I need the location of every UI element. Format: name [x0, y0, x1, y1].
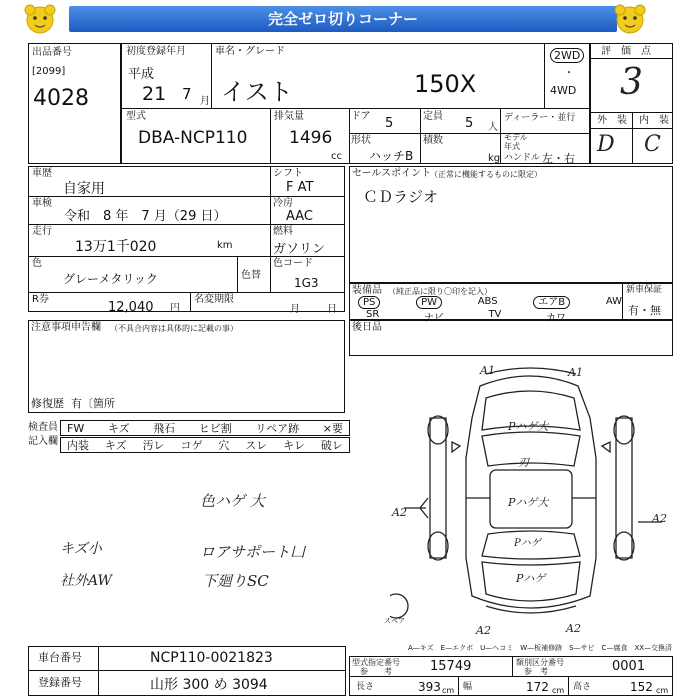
check-interior: 内装 — [67, 439, 89, 452]
car-grade: 150X — [414, 70, 477, 98]
repair-value: 有〔箇所 — [71, 397, 115, 410]
shift: F AT — [286, 180, 314, 195]
check-repair: リペア跡 — [255, 422, 300, 435]
notes-label: 注意事項申告欄 — [31, 322, 101, 333]
displacement: 1496 — [289, 128, 333, 148]
shift-label: シフト — [273, 168, 303, 179]
mascot-right-icon — [610, 2, 650, 38]
sales-point: ＣＤラジオ — [363, 188, 439, 206]
inspection: 令和 8 年 7 月（29 日） — [64, 209, 227, 224]
reg-label: 初度登録年月 — [126, 46, 186, 57]
load-unit: kg — [488, 153, 501, 164]
check-int-dirt: 汚レ — [142, 439, 165, 452]
equip-ps: PS — [358, 296, 380, 309]
lot-sub: [2099] — [32, 66, 66, 77]
ac-label: 冷房 — [273, 198, 293, 209]
note-scratch: キズ小 — [60, 541, 102, 557]
body-label: 形状 — [351, 135, 371, 146]
color-change-label: 色替 — [241, 270, 261, 281]
type-no: 15749 — [430, 659, 472, 674]
drive-2wd: 2WD — [550, 48, 584, 63]
capacity-unit: 人 — [488, 122, 498, 133]
class-sub: 参 考 — [524, 667, 548, 676]
lot-label: 出品番号 — [32, 47, 72, 58]
sales-box — [349, 166, 673, 283]
height: 152 — [630, 680, 653, 694]
note-lower-support: ロアサポート凵 — [200, 543, 306, 561]
plate: 山形 300 め 3094 — [150, 677, 268, 693]
class-no: 0001 — [612, 659, 646, 674]
width: 172 — [526, 680, 549, 694]
name-change-month: 月 — [290, 304, 300, 315]
disp-unit: cc — [331, 151, 342, 162]
history-label: 車歴 — [32, 168, 52, 179]
check-int-tear: 破レ — [320, 439, 343, 452]
equip-abs: ABS — [477, 296, 498, 307]
warranty: 有・無 — [628, 304, 661, 317]
name-change-label: 名変期限 — [194, 294, 234, 305]
diagram-trunk-note: Pハゲ — [516, 572, 546, 585]
score-label: 評 価 点 — [601, 46, 651, 57]
fuel-label: 燃料 — [273, 226, 293, 237]
check-fw: FW — [67, 421, 85, 435]
diagram-spare-label: スペア — [384, 617, 405, 625]
color-code: 1G3 — [294, 276, 319, 290]
equip-airbag: エアB — [533, 296, 570, 309]
equipment-sub: （純正品に限り〇印を記入） — [388, 287, 492, 296]
capacity-label: 定員 — [423, 111, 443, 122]
lot-number: 4028 — [33, 86, 89, 111]
sales-sub: （正常に機能するものに限定） — [430, 170, 542, 179]
notes-sub: （不具合内容は具体的に記載の事） — [110, 324, 238, 333]
load-label: 積数 — [423, 135, 443, 146]
check-row2 — [60, 437, 350, 453]
diagram-a2-bottom2: A2 — [566, 622, 581, 635]
model-code: DBA-NCP110 — [138, 128, 248, 148]
car-name: イスト — [221, 78, 293, 106]
width-label: 幅 — [463, 682, 473, 692]
mileage-label: 走行 — [32, 226, 52, 237]
class-label: 類別区分番号 — [516, 658, 564, 667]
check-label1: 検査員 — [28, 422, 58, 433]
body-type: ハッチB — [369, 149, 414, 163]
drive-dot: ・ — [564, 68, 574, 79]
exterior-label: 外 装 — [597, 115, 627, 126]
equip-leather: カワ — [545, 313, 566, 324]
car-diagram — [384, 358, 690, 640]
warranty-label: 新車保証 — [626, 285, 663, 295]
fuel: ガソリン — [273, 242, 326, 257]
reg-month-unit: 月 — [200, 96, 210, 107]
height-unit: cm — [656, 686, 669, 695]
check-row1 — [60, 420, 350, 436]
diagram-a2-right: A2 — [652, 512, 667, 525]
header-title: 完全ゼロ切りコーナー — [267, 10, 418, 28]
diagram-w-note: 刃 — [518, 456, 529, 469]
reg-era: 平成 — [128, 67, 155, 82]
check-label2: 記入欄 — [28, 436, 58, 447]
color-code-label: 色コード — [273, 258, 313, 269]
name-change-day: 日 — [327, 304, 337, 315]
color-label: 色 — [32, 258, 42, 269]
doors-label: ドア — [351, 111, 371, 122]
model-label: 型式 — [126, 111, 146, 122]
reg-month: 7 — [182, 85, 192, 103]
equip-navi: ナビ — [423, 313, 444, 324]
equip-tv: TV — [488, 309, 502, 320]
diagram-a2-left: A2 — [392, 506, 407, 519]
color: グレーメタリック — [63, 272, 158, 286]
lot-box — [28, 43, 121, 164]
plate-label: 登録番号 — [38, 676, 82, 689]
length-label: 長さ — [356, 682, 375, 692]
check-need: ×要 — [322, 422, 343, 435]
drive-4wd: 4WD — [550, 84, 577, 97]
check-int-burn: コゲ — [180, 439, 203, 452]
check-int-kizu: キズ — [104, 439, 127, 452]
diagram-a1-left: A1 — [480, 364, 495, 377]
type-sub: 参 考 — [360, 667, 392, 676]
capacity: 5 — [465, 116, 474, 131]
rear-box — [349, 320, 673, 356]
history: 自家用 — [63, 181, 105, 197]
diagram-a2-bottom1: A2 — [476, 624, 491, 637]
note-undercarriage: 下廻りSC — [202, 572, 269, 590]
check-tobiishi: 飛石 — [153, 422, 176, 435]
equip-sr: SR — [366, 309, 380, 320]
interior-label: 内 装 — [639, 115, 669, 126]
check-hibi: ヒビ割 — [198, 422, 232, 435]
dealer-label: ディーラー・並行 — [504, 113, 576, 123]
equipment-label: 装備品 — [352, 285, 382, 296]
equip-pw: PW — [416, 296, 442, 309]
reg-year: 21 — [142, 83, 167, 105]
check-labels — [28, 421, 58, 449]
score-value: 3 — [620, 62, 643, 103]
header-title-bar — [69, 6, 617, 32]
equipment-row1 — [358, 296, 622, 309]
recycle-unit: 円 — [170, 303, 180, 314]
check-int-wear: スレ — [245, 439, 268, 452]
diagram-hood-note: Pハゲ大 — [508, 420, 549, 433]
diagram-a1-right: A1 — [568, 366, 583, 379]
header-bar — [0, 0, 700, 40]
check-kizu: キズ — [107, 422, 130, 435]
recycle: 12,040 — [108, 300, 154, 315]
damage-legend: A—キズ E—エクボ U—ヘコミ W—板補修跡 S—サビ C—腐食 XX—交換済 — [408, 644, 673, 652]
height-label: 高さ — [573, 682, 592, 692]
doors: 5 — [385, 116, 394, 131]
disp-label: 排気量 — [274, 111, 304, 122]
interior-grade: C — [644, 132, 661, 157]
repair-label: 修復歴 — [31, 397, 64, 410]
check-int-cut: キレ — [283, 439, 306, 452]
length: 393 — [418, 680, 441, 694]
sales-label: セールスポイント — [352, 168, 432, 179]
width-unit: cm — [552, 686, 565, 695]
recycle-label: R券 — [32, 294, 49, 305]
check-int-hole: 穴 — [218, 439, 230, 452]
length-unit: cm — [442, 686, 455, 695]
chassis: NCP110-0021823 — [150, 650, 273, 666]
note-aftermarket-aw: 社外AW — [60, 573, 112, 589]
ac: AAC — [286, 209, 313, 224]
type-label: 型式指定番号 — [352, 658, 400, 667]
handle-label: ハンドル — [504, 153, 541, 163]
mileage-unit: km — [217, 240, 233, 251]
chassis-label: 車台番号 — [38, 651, 82, 664]
mascot-left-icon — [20, 2, 60, 38]
model-year-label: モデル 年式 — [504, 133, 528, 151]
exterior-grade: D — [597, 132, 615, 157]
diagram-roof-note: Pハゲ大 — [508, 496, 549, 509]
note-paint-peel: 色ハゲ 大 — [200, 492, 265, 510]
equip-aw: AW — [605, 296, 622, 307]
name-label: 車名・グレード — [215, 46, 285, 57]
mileage: 13万1千020 — [75, 239, 157, 255]
diagram-rear-note: Pハゲ — [514, 538, 541, 549]
handle: 左・右 — [542, 152, 575, 165]
inspection-label: 車検 — [32, 198, 52, 209]
rear-label: 後日品 — [352, 322, 382, 333]
